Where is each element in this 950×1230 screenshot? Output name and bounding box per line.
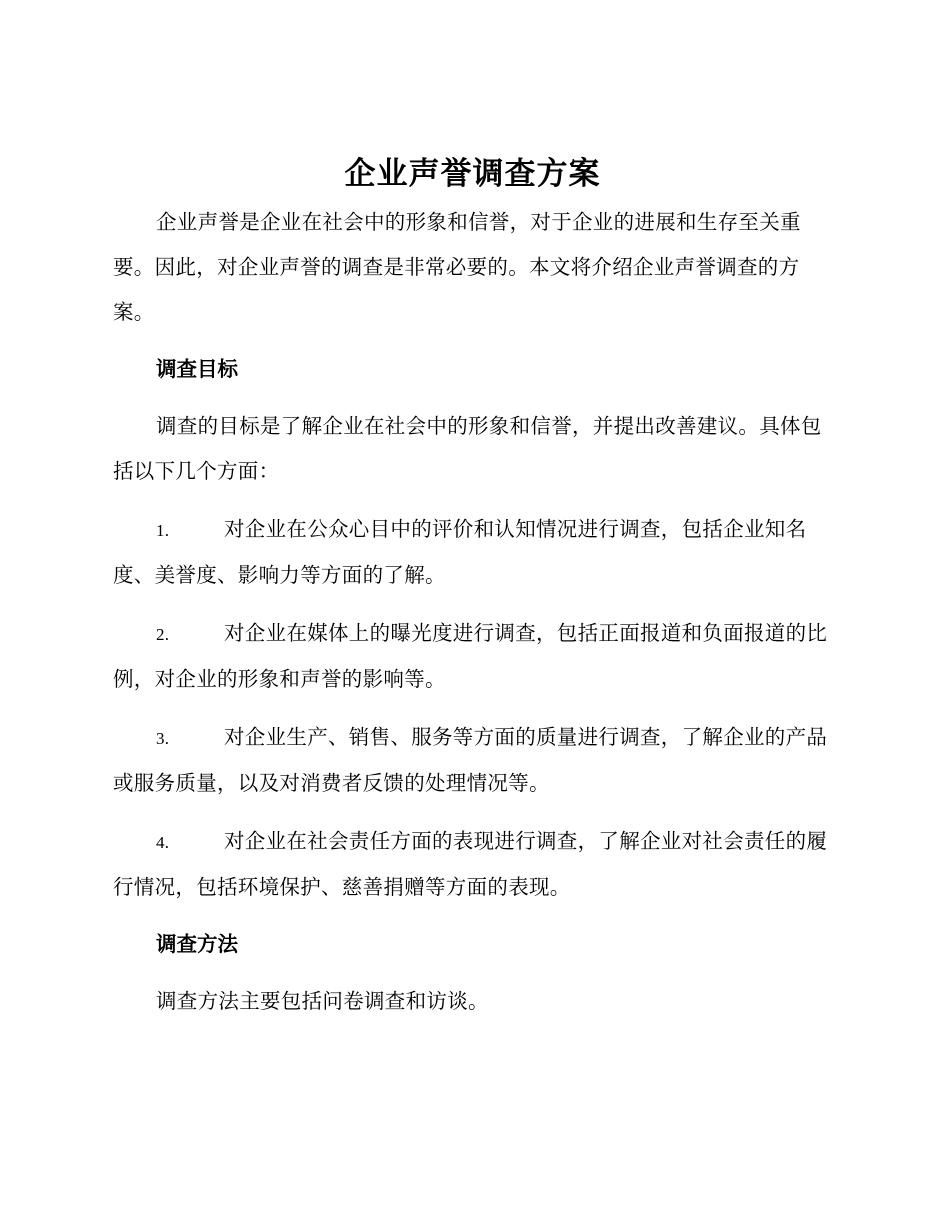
spacer xyxy=(113,494,832,507)
list-item xyxy=(113,611,832,702)
list-item-text: 对企业在社会责任方面的表现进行调查，了解企业对社会责任的履行情况，包括环境保护、慈善捐赠等方面的表现。 xyxy=(113,829,828,899)
list-number: 4. xyxy=(156,833,170,852)
spacer xyxy=(113,910,832,922)
list-item-text: 对企业在公众心目中的评价和认知情况进行调查，包括企业知名度、美誉度、影响力等方面的了解。 xyxy=(113,517,807,587)
spacer xyxy=(113,702,832,715)
document-title: 企业声誉调查方案 xyxy=(344,156,601,192)
list-item-text: 对企业生产、销售、服务等方面的质量进行调查，了解企业的产品或服务质量，以及对消费者反馈的处理情况等。 xyxy=(113,725,828,795)
spacer xyxy=(113,598,832,611)
list-number: 3. xyxy=(156,729,170,748)
list-item-text: 对企业在媒体上的曝光度进行调查，包括正面报道和负面报道的比例，对企业的形象和声誉的影响等。 xyxy=(113,621,828,691)
list-item xyxy=(113,715,832,806)
list-item xyxy=(113,819,832,910)
goals-paragraph: 调查的目标是了解企业在社会中的形象和信誉，并提出改善建议。具体包括以下几个方面： xyxy=(113,414,822,483)
section-heading-methods: 调查方法 xyxy=(156,932,238,956)
list-number: 1. xyxy=(156,521,170,540)
spacer xyxy=(113,392,832,404)
list-number: 2. xyxy=(156,625,170,644)
list-item xyxy=(113,507,832,598)
intro-paragraph: 企业声誉是企业在社会中的形象和信誉，对于企业的进展和生存至关重要。因此，对企业声誉的调查是非常必要的。本文将介绍企业声誉调查的方案。 xyxy=(113,210,801,324)
spacer xyxy=(113,806,832,819)
section-heading-goals: 调查目标 xyxy=(156,357,238,381)
spacer xyxy=(113,967,832,979)
methods-paragraph: 调查方法主要包括问卷调查和访谈。 xyxy=(156,989,489,1013)
spacer xyxy=(113,335,832,347)
